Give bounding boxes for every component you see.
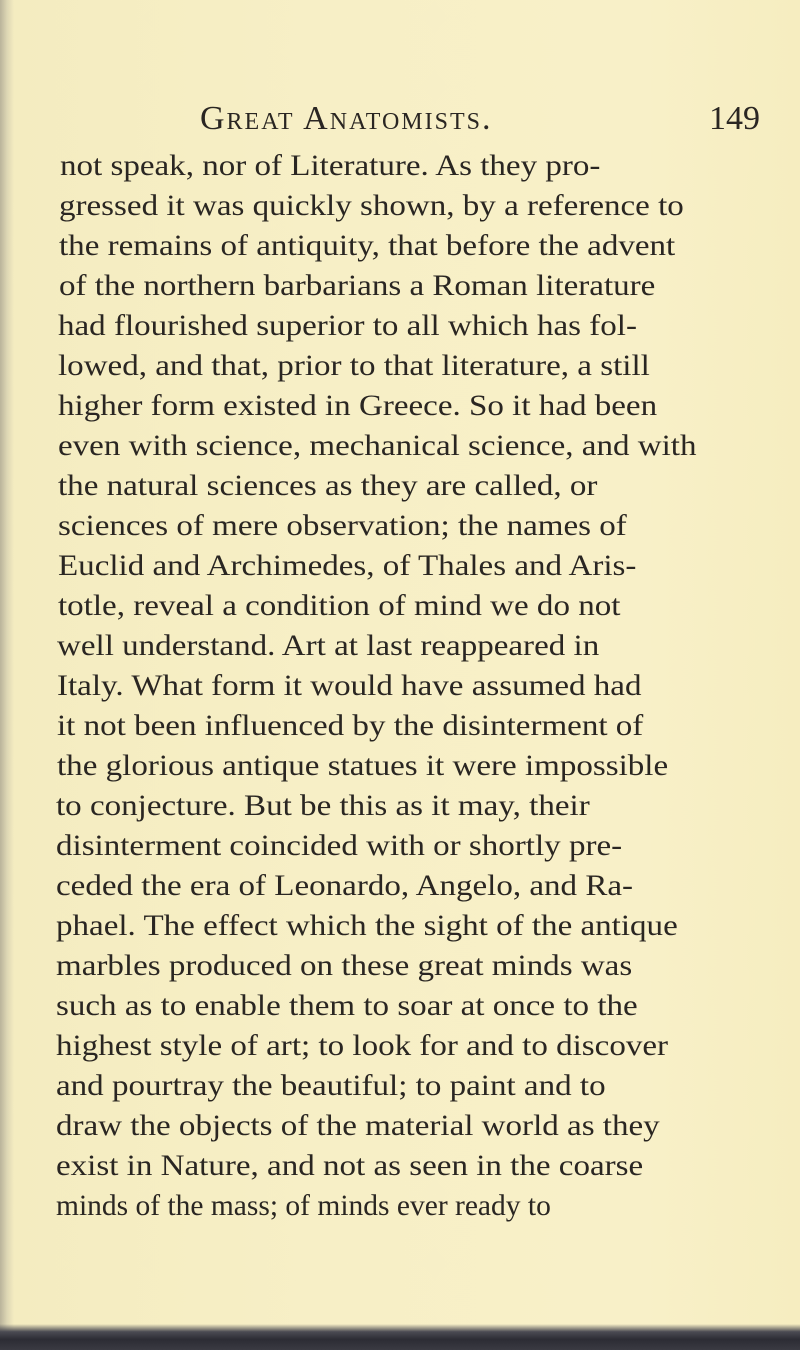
text-line: even with science, mechanical science, and with <box>58 430 697 462</box>
running-title: Great Anatomists. <box>200 100 493 137</box>
text-line: highest style of art; to look for and to discover <box>56 1030 669 1062</box>
text-line: Euclid and Archimedes, of Thales and Aris- <box>58 550 637 582</box>
text-line: had flourished superior to all which has fol- <box>58 310 637 342</box>
page-header <box>200 96 760 142</box>
text-line: to conjecture. But be this as it may, their <box>56 790 590 822</box>
text-line: ceded the era of Leonardo, Angelo, and Ra- <box>56 870 634 902</box>
text-line: lowed, and that, prior to that literature, a still <box>58 350 650 382</box>
page-number: 149 <box>709 100 760 137</box>
text-line: exist in Nature, and not as seen in the coarse <box>56 1150 644 1182</box>
text-line: of the northern barbarians a Roman literature <box>59 270 656 302</box>
text-line: the glorious antique statues it were impossible <box>57 750 669 782</box>
text-line: it not been influenced by the disinterment of <box>57 710 644 742</box>
text-line: Italy. What form it would have assumed had <box>57 670 642 702</box>
text-line: marbles produced on these great minds was <box>56 950 633 982</box>
text-line: gressed it was quickly shown, by a reference to <box>59 190 684 222</box>
text-line: disinterment coincided with or shortly pre- <box>56 830 623 862</box>
text-line: draw the objects of the material world as they <box>56 1110 660 1142</box>
page-bottom-edge <box>0 1324 800 1350</box>
text-line: higher form existed in Greece. So it had been <box>58 390 658 422</box>
text-line: minds of the mass; of minds ever ready to <box>56 1190 551 1222</box>
text-line: and pourtray the beautiful; to paint and to <box>56 1070 606 1102</box>
text-line: the natural sciences as they are called, or <box>58 470 598 502</box>
text-line: totle, reveal a condition of mind we do not <box>58 590 621 622</box>
text-line: well understand. Art at last reappeared in <box>57 630 600 662</box>
text-line: the remains of antiquity, that before the advent <box>59 230 676 262</box>
page-gutter-shadow <box>0 0 14 1350</box>
text-line: such as to enable them to soar at once to the <box>56 990 638 1022</box>
text-line: not speak, nor of Literature. As they pro- <box>60 150 601 182</box>
text-line: phael. The effect which the sight of the antique <box>56 910 678 942</box>
text-line: sciences of mere observation; the names of <box>58 510 627 542</box>
